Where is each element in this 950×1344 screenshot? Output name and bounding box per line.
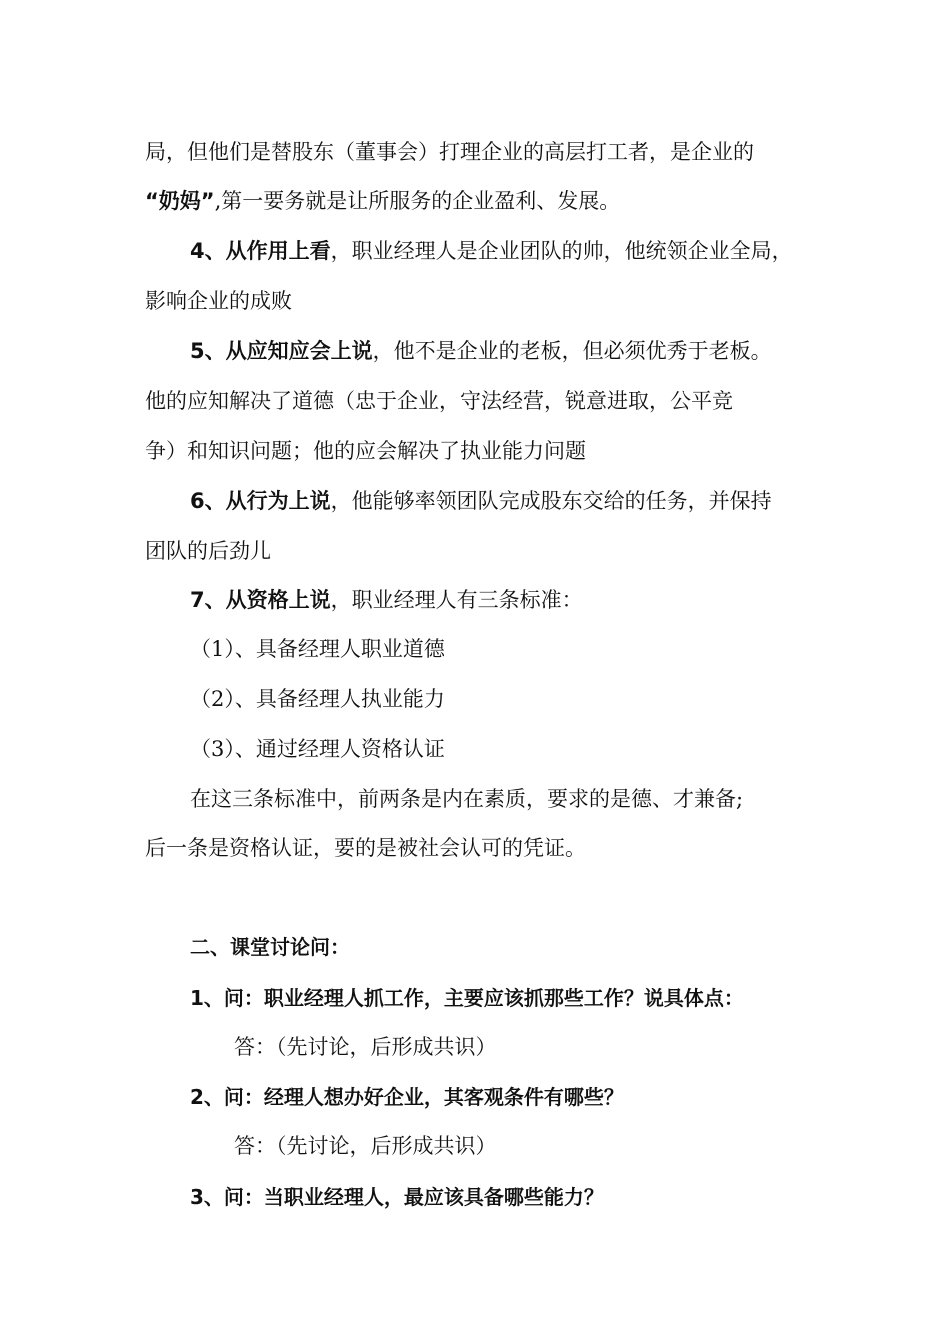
point-5-line-1 <box>190 336 870 366</box>
point-4-text-2: 影响企业的成败 <box>145 289 292 313</box>
point-5-line-3 <box>145 436 825 466</box>
section-2-title <box>190 932 870 962</box>
point-4-line-1 <box>190 236 870 266</box>
question-1 <box>190 983 870 1013</box>
point-7-line-1 <box>190 585 870 615</box>
point-6-line-1 <box>190 486 870 516</box>
summary-text-2: 后一条是资格认证，要的是被社会认可的凭证。 <box>145 836 586 860</box>
summary-text-1: 在这三条标准中，前两条是内在素质，要求的是德、才兼备; <box>190 787 744 811</box>
point-5-text-1: ，他不是企业的老板，但必须优秀于老板。 <box>372 339 772 363</box>
question-1-text: 1、问：职业经理人抓工作，主要应该抓那些工作？说具体点： <box>190 986 744 1010</box>
intro-bold-term: “奶妈” <box>145 189 215 213</box>
point-6-text-1: ，他能够率领团队完成股东交给的任务，并保持 <box>330 489 772 513</box>
point-5-line-2 <box>145 386 825 416</box>
answer-2-text: 答：（先讨论，后形成共识） <box>234 1134 497 1158</box>
point-7-heading: 7、从资格上说 <box>190 588 331 612</box>
point-4-heading: 4、从作用上看 <box>190 239 331 263</box>
point-5-text-3: 争）和知识问题；他的应会解决了执业能力问题 <box>145 439 586 463</box>
point-7-text-1: ，职业经理人有三条标准： <box>330 588 583 612</box>
list-item <box>190 634 870 664</box>
section-2-title-text: 二、课堂讨论问： <box>190 935 350 959</box>
answer-1-text: 答：（先讨论，后形成共识） <box>234 1035 497 1059</box>
standard-item-2: （2）、具备经理人执业能力 <box>190 687 445 711</box>
question-3 <box>190 1182 870 1212</box>
point-4-line-2 <box>145 286 825 316</box>
intro-line-2 <box>145 186 825 216</box>
answer-1 <box>234 1032 914 1062</box>
question-2 <box>190 1082 870 1112</box>
point-6-text-2: 团队的后劲儿 <box>145 539 271 563</box>
point-4-text-1: ，职业经理人是企业团队的帅，他统领企业全局， <box>330 239 793 263</box>
point-6-line-2 <box>145 536 825 566</box>
intro-line-1 <box>145 137 825 167</box>
list-item <box>190 734 870 764</box>
point-5-heading: 5、从应知应会上说 <box>190 339 373 363</box>
standard-item-3: （3）、通过经理人资格认证 <box>190 737 445 761</box>
list-item <box>190 684 870 714</box>
standard-item-1: （1）、具备经理人职业道德 <box>190 637 445 661</box>
intro-text-1: 局，但他们是替股东（董事会）打理企业的高层打工者，是企业的 <box>145 140 754 164</box>
point-5-text-2: 他的应知解决了道德（忠于企业，守法经营，锐意进取，公平竞 <box>145 389 733 413</box>
intro-text-2: ,第一要务就是让所服务的企业盈利、发展。 <box>214 189 621 213</box>
question-2-text: 2、问：经理人想办好企业，其客观条件有哪些？ <box>190 1085 624 1109</box>
answer-2 <box>234 1131 914 1161</box>
question-3-text: 3、问：当职业经理人，最应该具备哪些能力？ <box>190 1185 604 1209</box>
summary-line-1 <box>190 784 870 814</box>
summary-line-2 <box>145 833 825 863</box>
point-6-heading: 6、从行为上说 <box>190 489 331 513</box>
